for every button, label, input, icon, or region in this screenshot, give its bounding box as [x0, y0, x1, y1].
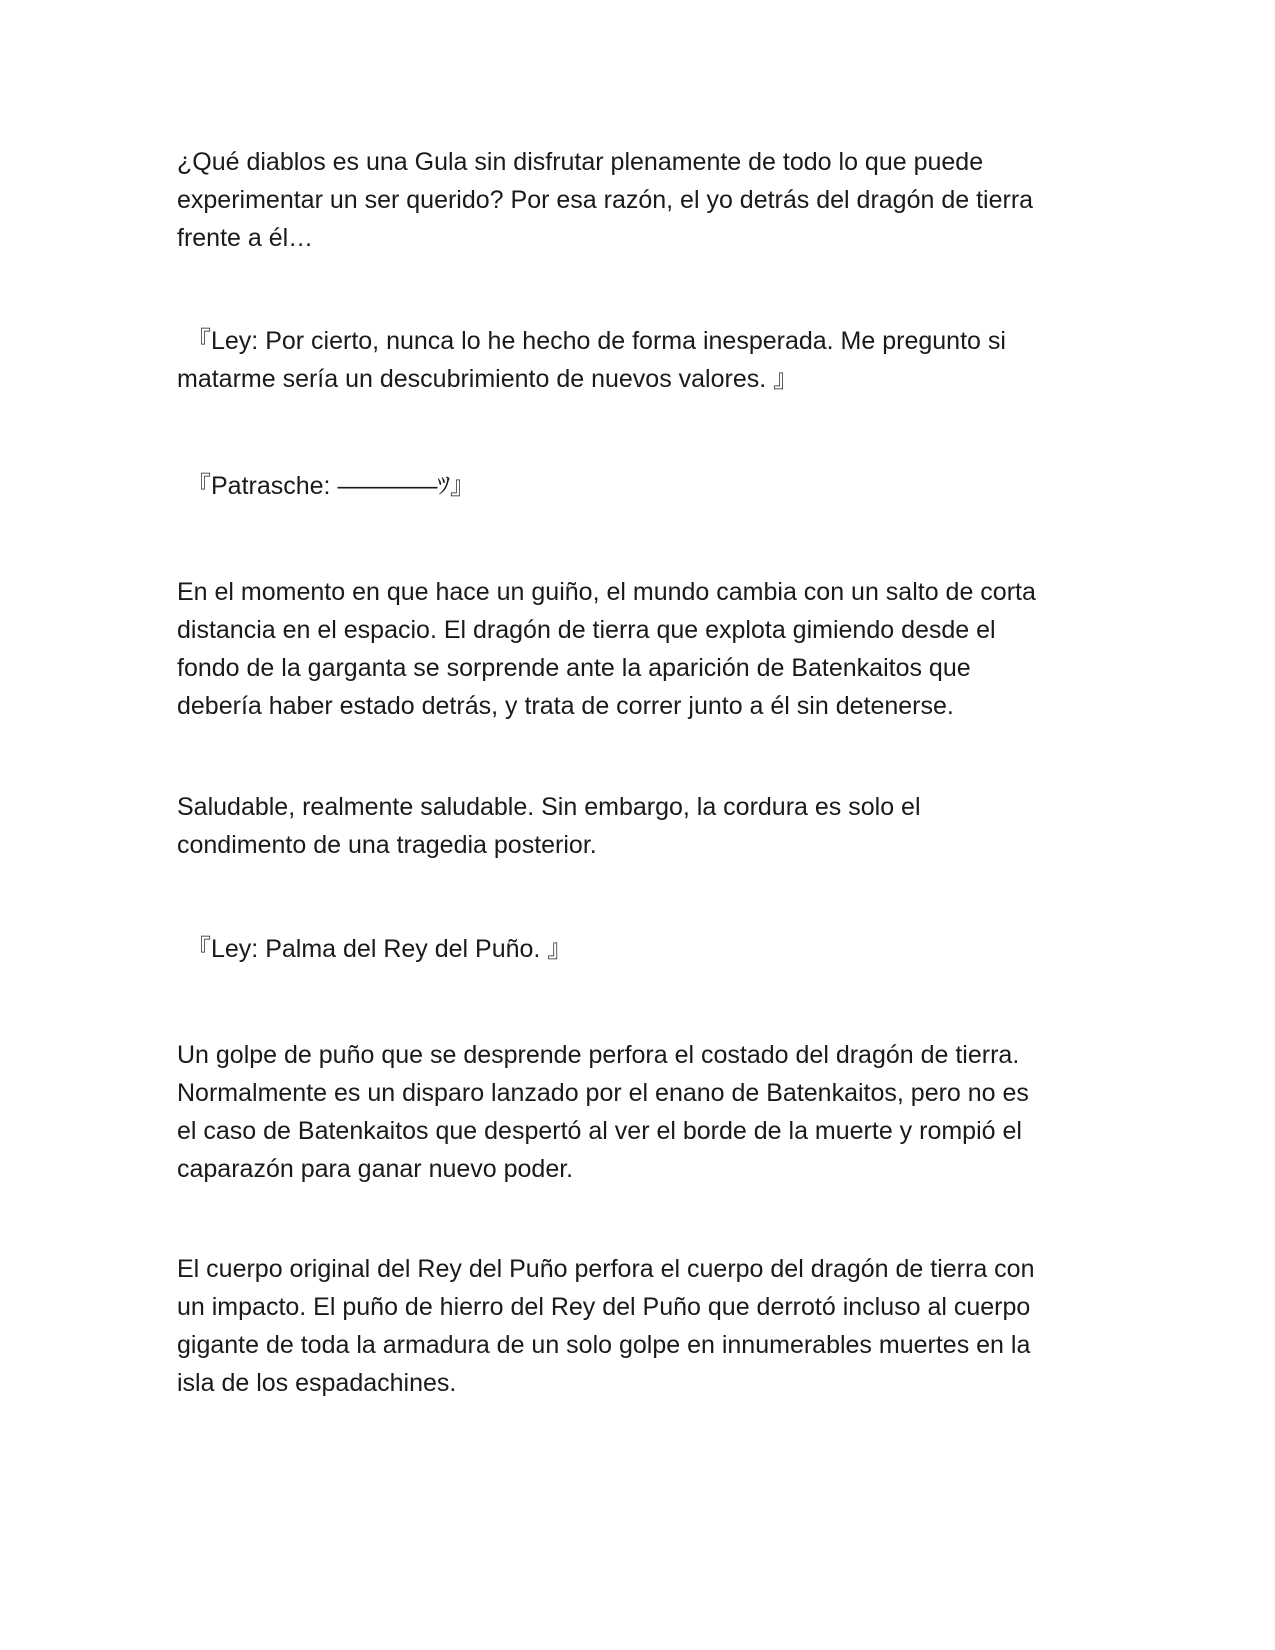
dialogue-ley-palma: [186, 930, 1116, 968]
text-line: 『Ley: Palma del Rey del Puño. 』: [186, 935, 573, 963]
text-line: fondo de la garganta se sorprende ante la aparición de Batenkaitos que: [177, 654, 971, 682]
text-line: Normalmente es un disparo lanzado por el enano de Batenkaitos, pero no es: [177, 1079, 1029, 1107]
text-line: gigante de toda la armadura de un solo golpe en innumerables muertes en la: [177, 1331, 1031, 1359]
dialogue-patrasche: [186, 467, 1116, 505]
text-line: debería haber estado detrás, y trata de correr junto a él sin detenerse.: [177, 692, 954, 720]
text-line: frente a él…: [177, 224, 314, 252]
paragraph-golpe-puno: [177, 1036, 1107, 1188]
text-line: matarme sería un descubrimiento de nuevos valores. 』: [177, 365, 799, 393]
text-line: condimento de una tragedia posterior.: [177, 831, 597, 859]
text-line: el caso de Batenkaitos que despertó al ver el borde de la muerte y rompió el: [177, 1117, 1022, 1145]
dialogue-ley-question: [177, 322, 1116, 398]
paragraph-rey-del-puno: [177, 1250, 1107, 1402]
text-line: 『Patrasche: ————ﾂ』: [186, 472, 475, 500]
text-line: experimentar un ser querido? Por esa razón, el yo detrás del dragón de tierra: [177, 186, 1034, 214]
text-line: ¿Qué diablos es una Gula sin disfrutar plenamente de todo lo que puede: [177, 148, 984, 176]
text-line: un impacto. El puño de hierro del Rey del Puño que derrotó incluso al cuerpo: [177, 1293, 1031, 1321]
text-line: Saludable, realmente saludable. Sin embargo, la cordura es solo el: [177, 793, 921, 821]
text-line: distancia en el espacio. El dragón de tierra que explota gimiendo desde el: [177, 616, 996, 644]
text-line: 『Ley: Por cierto, nunca lo he hecho de forma inesperada. Me pregunto si: [186, 327, 1006, 355]
paragraph-saludable: [177, 788, 1107, 864]
text-line: En el momento en que hace un guiño, el mundo cambia con un salto de corta: [177, 578, 1036, 606]
text-line: isla de los espadachines.: [177, 1369, 457, 1397]
paragraph-wink-jump: [177, 573, 1107, 725]
text-line: Un golpe de puño que se desprende perfora el costado del dragón de tierra.: [177, 1041, 1020, 1069]
text-line: caparazón para ganar nuevo poder.: [177, 1155, 574, 1183]
paragraph-gula-question: [177, 143, 1107, 257]
text-line: El cuerpo original del Rey del Puño perfora el cuerpo del dragón de tierra con: [177, 1255, 1035, 1283]
